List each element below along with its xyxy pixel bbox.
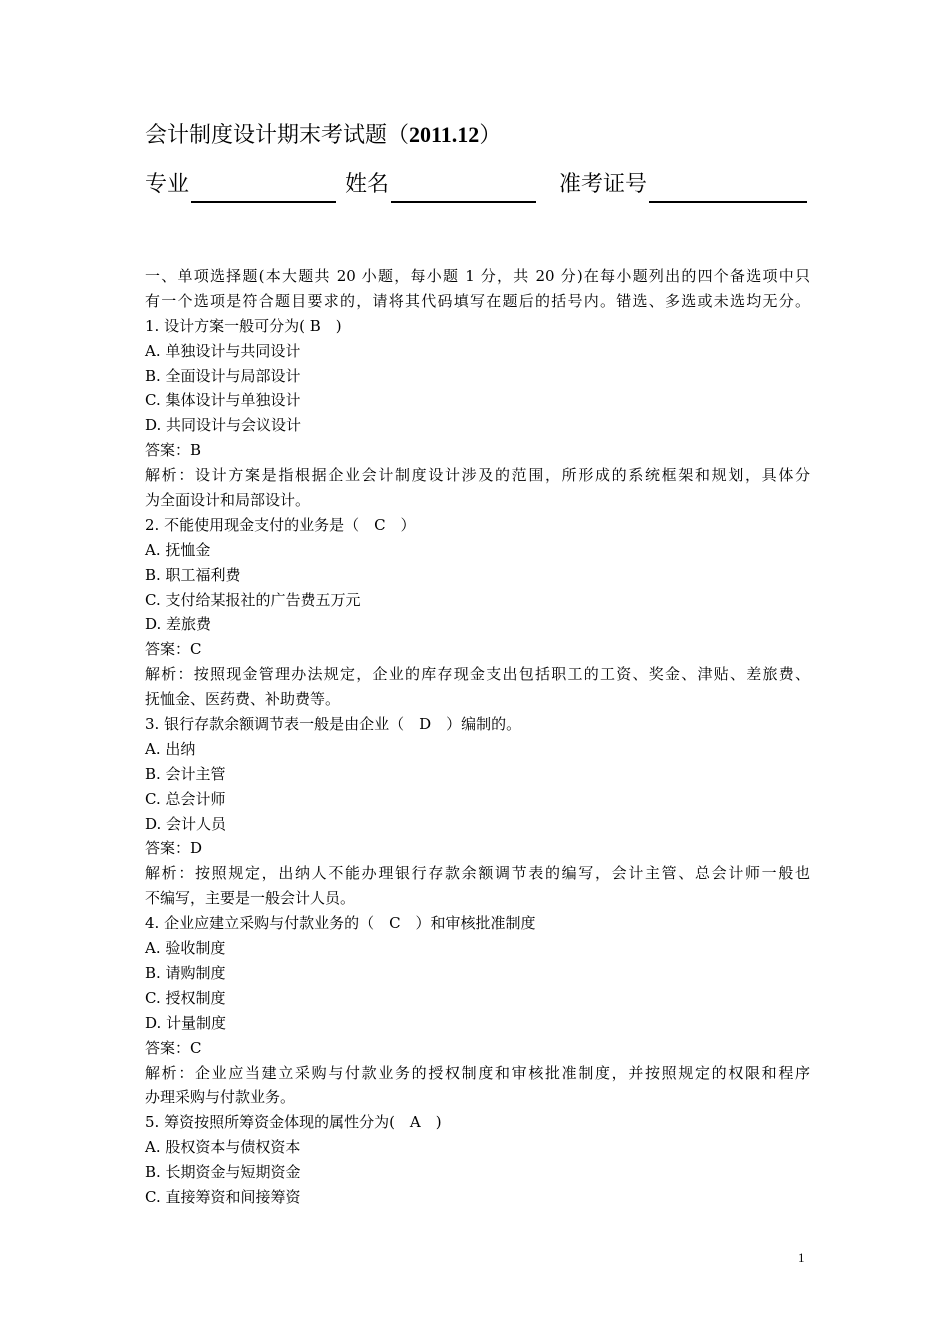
question-stem: 5. 筹资按照所筹资金体现的属性分为( A ) bbox=[145, 1113, 442, 1132]
exam-number-field bbox=[559, 168, 807, 204]
option-d: D. 计量制度 bbox=[145, 1013, 227, 1032]
question-block bbox=[145, 513, 810, 712]
option-a: A. 抚恤金 bbox=[145, 540, 211, 559]
major-field bbox=[145, 168, 336, 204]
option-d: D. 差旅费 bbox=[145, 615, 212, 634]
question-block bbox=[145, 314, 810, 513]
name-label: 姓名 bbox=[345, 172, 390, 197]
section-intro-line: 一、单项选择题(本大题共 20 小题，每小题 1 分，共 20 分)在每小题列出的四个备选项中只 bbox=[145, 267, 810, 285]
option-c: C. 总会计师 bbox=[145, 789, 226, 808]
option-c: C. 集体设计与单独设计 bbox=[145, 391, 301, 410]
page-title bbox=[145, 120, 501, 151]
option-b: B. 全面设计与局部设计 bbox=[145, 366, 301, 385]
major-blank-line[interactable] bbox=[191, 168, 336, 203]
name-blank-line[interactable] bbox=[391, 168, 536, 203]
page-number: 1 bbox=[798, 1250, 805, 1265]
question-stem: 1. 设计方案一般可分为( B ) bbox=[145, 316, 342, 335]
analysis-line: 解析：企业应当建立采购与付款业务的授权制度和审核批准制度，并按照规定的权限和程序 bbox=[145, 1063, 810, 1082]
option-b: B. 会计主管 bbox=[145, 764, 226, 783]
option-d: D. 共同设计与会议设计 bbox=[145, 416, 302, 435]
option-c: C. 授权制度 bbox=[145, 988, 226, 1007]
question-block bbox=[145, 712, 810, 911]
analysis-line: 办理采购与付款业务。 bbox=[145, 1088, 296, 1107]
option-c: C. 支付给某报社的广告费五万元 bbox=[145, 590, 361, 609]
option-a: A. 单独设计与共同设计 bbox=[145, 341, 301, 360]
answer-line: 答案：B bbox=[145, 441, 202, 460]
title-main: 会计制度设计期末考试题（ bbox=[145, 123, 410, 148]
answer-line: 答案：D bbox=[145, 839, 203, 858]
option-b: B. 请购制度 bbox=[145, 963, 226, 982]
exam-number-blank-line[interactable] bbox=[649, 168, 807, 203]
title-year: 2011.12 bbox=[409, 122, 480, 147]
analysis-line: 抚恤金、医药费、补助费等。 bbox=[145, 690, 341, 709]
option-a: A. 股权资本与债权资本 bbox=[145, 1138, 301, 1157]
major-label: 专业 bbox=[145, 172, 190, 197]
answer-line: 答案：C bbox=[145, 1038, 202, 1057]
option-d: D. 会计人员 bbox=[145, 814, 227, 833]
title-close: ） bbox=[479, 123, 502, 148]
student-info-fields bbox=[145, 168, 810, 204]
question-block bbox=[145, 1110, 810, 1210]
analysis-line: 解析：按照规定，出纳人不能办理银行存款余额调节表的编写，会计主管、总会计师一般也 bbox=[145, 864, 810, 883]
question-stem: 2. 不能使用现金支付的业务是（ C ） bbox=[145, 515, 416, 534]
question-stem: 4. 企业应建立采购与付款业务的（ C ）和审核批准制度 bbox=[145, 914, 536, 933]
analysis-line: 为全面设计和局部设计。 bbox=[145, 491, 311, 510]
option-a: A. 出纳 bbox=[145, 739, 196, 758]
section-intro-line: 有一个选项是符合题目要求的，请将其代码填写在题后的括号内。错选、多选或未选均无分。 bbox=[145, 291, 810, 310]
question-block bbox=[145, 911, 810, 1110]
name-field bbox=[345, 168, 536, 204]
answer-line: 答案：C bbox=[145, 640, 202, 659]
analysis-line: 解析：按照现金管理办法规定，企业的库存现金支出包括职工的工资、奖金、津贴、差旅费、 bbox=[145, 665, 810, 684]
document-body bbox=[145, 264, 810, 1210]
option-b: B. 长期资金与短期资金 bbox=[145, 1163, 301, 1182]
option-a: A. 验收制度 bbox=[145, 939, 226, 958]
option-c: C. 直接筹资和间接筹资 bbox=[145, 1187, 301, 1206]
question-stem: 3. 银行存款余额调节表一般是由企业（ D ）编制的。 bbox=[145, 715, 522, 734]
option-b: B. 职工福利费 bbox=[145, 565, 241, 584]
exam-number-label: 准考证号 bbox=[559, 172, 648, 197]
analysis-line: 解析：设计方案是指根据企业会计制度设计涉及的范围，所形成的系统框架和规划，具体分 bbox=[145, 466, 810, 485]
analysis-line: 不编写，主要是一般会计人员。 bbox=[145, 889, 356, 908]
